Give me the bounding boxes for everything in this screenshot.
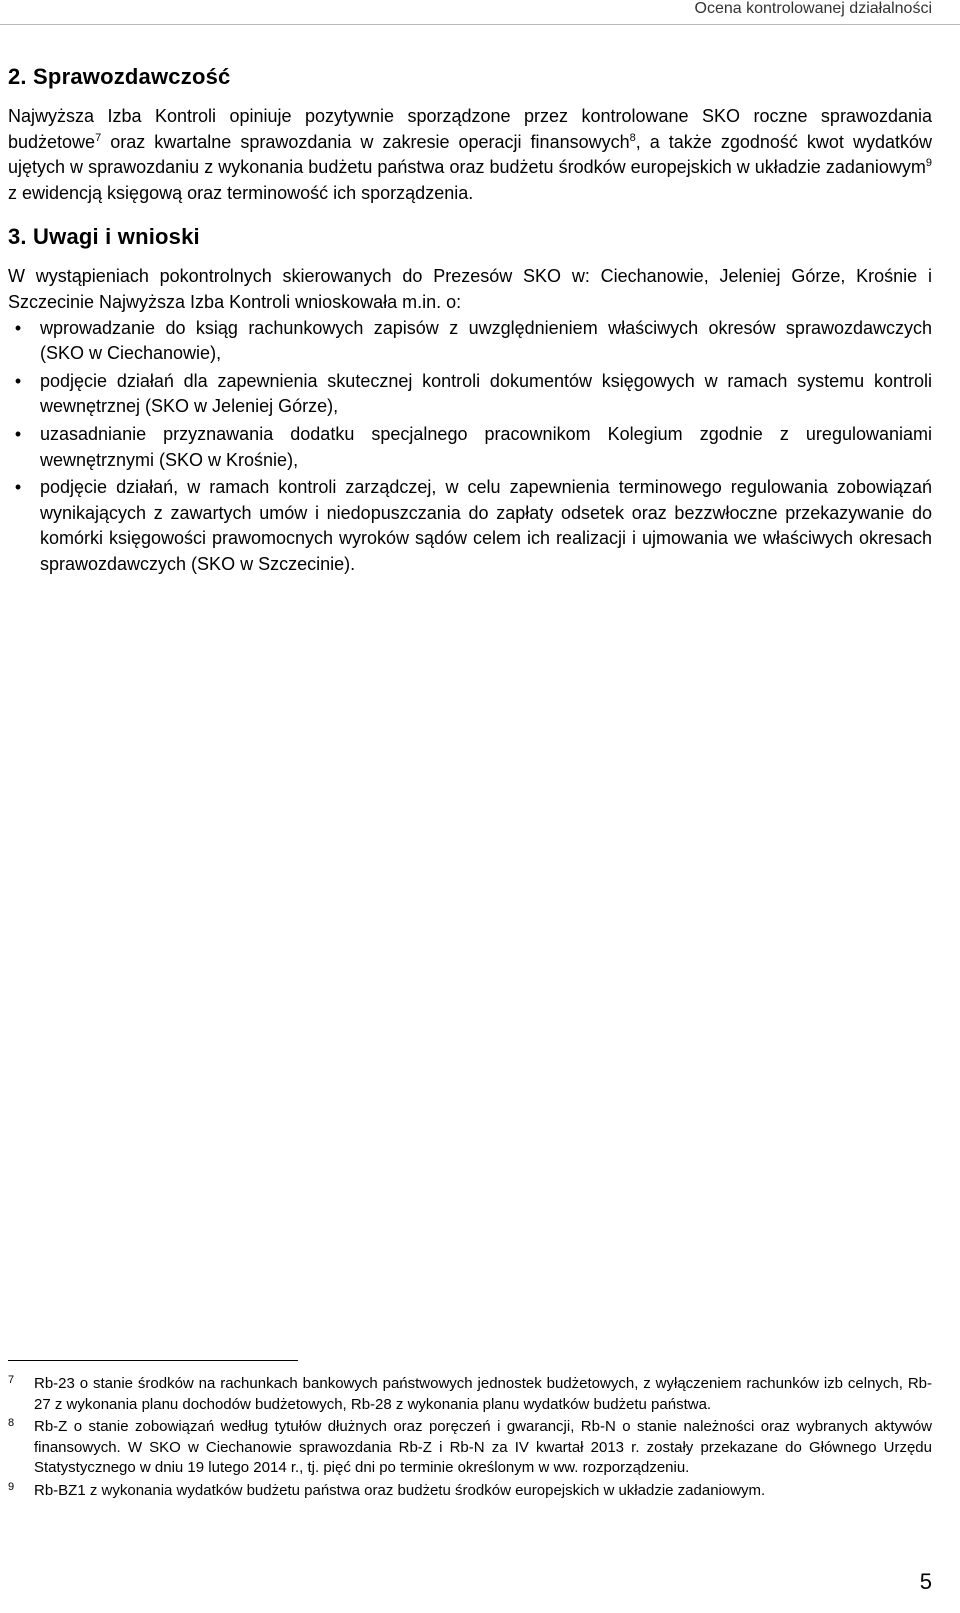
page-content xyxy=(8,64,932,580)
footnote-text: Rb-BZ1 z wykonania wydatków budżetu państwa oraz budżetu środków europejskich w układzie zadaniowym. xyxy=(34,1481,766,1499)
section-3-intro: W wystąpieniach pokontrolnych skierowanych do Prezesów SKO w: Ciechanowie, Jeleniej Górze, Krośnie i Szczecinie Najwyższa Izba Kontroli wnioskowała m.in. o: xyxy=(8,266,932,312)
paragraph-text: Najwyższa Izba Kontroli opiniuje pozytywnie sporządzone przez kontrolowane SKO roczne sprawozdania budżetowe xyxy=(8,106,932,152)
footnote-7 xyxy=(8,1374,932,1415)
footnote-separator xyxy=(8,1360,298,1361)
page-number: 5 xyxy=(919,1569,932,1594)
bullet-icon: • xyxy=(14,477,22,498)
footnote-text: Rb-Z o stanie zobowiązań według tytułów dłużnych oraz poręczeń i gwarancji, Rb-N o stanie należności oraz wybranych aktywów finansowych. W SKO w Ciechanowie sprawozdania Rb-Z i Rb-N za IV kwartał 2013 r. zostały przekazane do Głównego Urzędu Statystycznego w dniu 19 lutego 2014 r., tj. pięć dni po terminie określonym w ww. rozporządzeniu. xyxy=(34,1418,932,1476)
list-item xyxy=(8,422,932,473)
footnotes xyxy=(8,1374,932,1503)
section-2-title: 2. Sprawozdawczość xyxy=(8,64,231,89)
footnote-9 xyxy=(8,1481,932,1502)
paragraph-text: oraz kwartalne sprawozdania w zakresie operacji finansowych xyxy=(101,131,630,152)
list-item-text: podjęcie działań dla zapewnienia skutecznej kontroli dokumentów księgowych w ramach systemu kontroli wewnętrznej (SKO w Jeleniej Górze), xyxy=(40,370,932,417)
footnote-text: Rb-23 o stanie środków na rachunkach bankowych państwowych jednostek budżetowych, z wyłączeniem rachunków izb celnych, Rb-27 z wykonania planu dochodów budżetowych, Rb-28 z wykonania planu wydatków budżetu państwa. xyxy=(34,1375,932,1413)
bullet-icon: • xyxy=(14,317,22,338)
footnote-ref-7[interactable]: 7 xyxy=(95,131,102,144)
footnote-number: 8 xyxy=(8,1417,15,1429)
bullet-icon: • xyxy=(14,370,22,391)
list-item xyxy=(8,475,932,577)
running-header: Ocena kontrolowanej działalności xyxy=(694,0,932,17)
paragraph-text: , a także zgodność kwot wydatków ujętych w sprawozdaniu z wykonania budżetu państwa oraz budżetu środków europejskich w układzie zadaniowym xyxy=(8,131,932,178)
list-item xyxy=(8,369,932,420)
footnote-ref-8[interactable]: 8 xyxy=(629,131,636,144)
list-item xyxy=(8,316,932,367)
footnote-number: 7 xyxy=(8,1374,15,1386)
footnote-ref-9[interactable]: 9 xyxy=(925,157,932,170)
header-divider xyxy=(0,24,960,25)
paragraph-text: z ewidencją księgową oraz terminowość ich sporządzenia. xyxy=(8,182,474,203)
list-item-text: uzasadnianie przyznawania dodatku specjalnego pracownikom Kolegium zgodnie z uregulowaniami wewnętrznymi (SKO w Krośnie), xyxy=(40,423,932,470)
footnote-8 xyxy=(8,1417,932,1479)
section-3-title: 3. Uwagi i wnioski xyxy=(8,224,200,250)
recommendations-list xyxy=(8,316,932,578)
footnote-number: 9 xyxy=(8,1480,15,1493)
list-item-text: wprowadzanie do ksiąg rachunkowych zapisów z uwzględnieniem właściwych okresów sprawozdawczych (SKO w Ciechanowie), xyxy=(40,317,932,364)
section-2-paragraph xyxy=(8,104,932,206)
list-item-text: podjęcie działań, w ramach kontroli zarządczej, w celu zapewnienia terminowego regulowania zobowiązań wynikających z zawartych umów i niedopuszczania do zapłaty odsetek oraz bezzwłoczne przekazywanie do komórki księgowości prawomocnych wyroków sądów celem ich realizacji i ujmowania we właściwych okresach sprawozdawczych (SKO w Szczecinie). xyxy=(40,477,932,574)
bullet-icon: • xyxy=(14,423,22,444)
